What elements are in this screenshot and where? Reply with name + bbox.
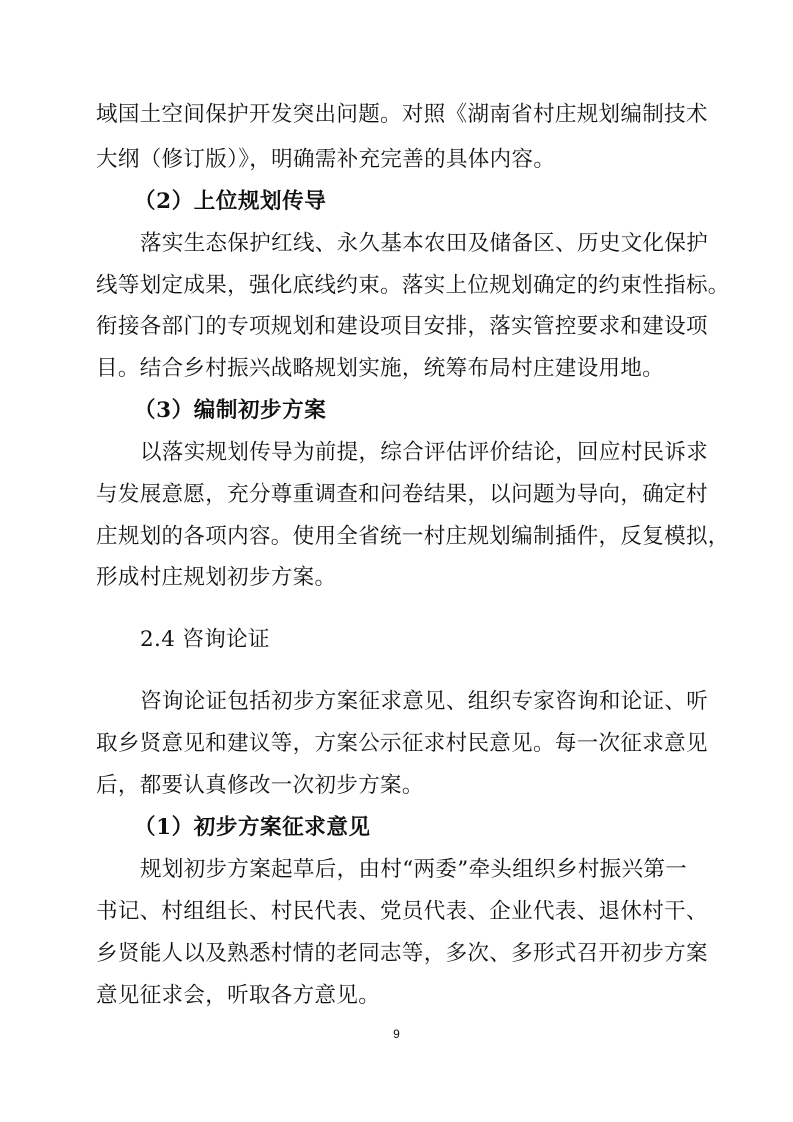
text-line: 庄规划的各项内容。使用全省统一村庄规划编制插件，反复模拟， bbox=[96, 524, 730, 549]
text-line: 咨询论证包括初步方案征求意见、组织专家咨询和论证、听 bbox=[140, 689, 709, 714]
text-line: 后，都要认真修改一次初步方案。 bbox=[96, 773, 424, 798]
text-line: 形成村庄规划初步方案。 bbox=[96, 565, 337, 590]
text-line: 线等划定成果，强化底线约束。落实上位规划确定的约束性指标。 bbox=[96, 273, 730, 298]
text-line: 大纲（修订版）》，明确需补充完善的具体内容。 bbox=[96, 147, 556, 172]
text-line: 乡贤能人以及熟悉村情的老同志等，多次、多形式召开初步方案 bbox=[96, 941, 708, 966]
subsection-heading: （1）初步方案征求意见 bbox=[134, 815, 371, 840]
text-line: 落实生态保护红线、永久基本农田及储备区、历史文化保护 bbox=[140, 231, 709, 256]
subsection-heading: （3）编制初步方案 bbox=[134, 398, 327, 423]
page-number: 9 bbox=[393, 1027, 400, 1041]
subsection-heading: （2）上位规划传导 bbox=[134, 189, 327, 214]
text-line: 衔接各部门的专项规划和建设项目安排，落实管控要求和建设项 bbox=[96, 314, 708, 339]
section-heading: 2.4 咨询论证 bbox=[140, 627, 270, 652]
text-line: 与发展意愿，充分尊重调查和问卷结果，以问题为导向，确定村 bbox=[96, 482, 708, 507]
text-line: 意见征求会，听取各方意见。 bbox=[96, 983, 381, 1008]
text-line: 规划初步方案起草后，由村“两委”牵头组织乡村振兴第一 bbox=[140, 857, 688, 882]
text-line: 目。结合乡村振兴战略规划实施，统筹布局村庄建设用地。 bbox=[96, 356, 665, 381]
text-line: 书记、村组组长、村民代表、党员代表、企业代表、退休村干、 bbox=[96, 899, 708, 924]
text-line: 取乡贤意见和建议等，方案公示征求村民意见。每一次征求意见 bbox=[96, 731, 708, 756]
text-line: 域国土空间保护开发突出问题。对照《湖南省村庄规划编制技术 bbox=[96, 102, 708, 127]
text-line: 以落实规划传导为前提，综合评估评价结论，回应村民诉求 bbox=[140, 440, 709, 465]
